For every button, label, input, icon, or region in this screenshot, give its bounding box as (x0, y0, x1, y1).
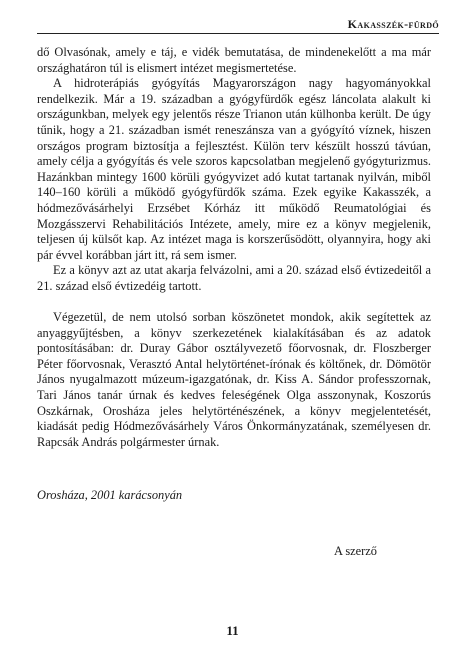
paragraph-book-purpose: Ez a könyv azt az utat akarja felvázolni, ami a 20. század első évtizedeitől a 21. század első évtizedéig tartott. (37, 263, 431, 293)
paragraph-continuation: dő Olvasónak, amely e táj, e vidék bemutatása, de mindenekelőtt a ma már országhatáron túl is elismert intézet megismertetése. (37, 45, 431, 75)
place-date-line: Orosháza, 2001 karácsonyán (37, 488, 183, 502)
header-rule (37, 33, 439, 34)
author-signature: A szerző (333, 544, 377, 558)
body-text (37, 45, 431, 450)
paragraph-hydrotherapy: A hidroterápiás gyógyítás Magyarországon nagy hagyományokkal rendelkezik. Már a 19. században a gyógyfürdők egész láncolata alakult ki országunkban, melyek egy jelentős része Trianon után külhonba került. De úgy tűnik, hogy a 21. században ismét reneszánsza van a gyógyító víznek, hiszen országos program biztosítja a fejlesztést. Külön terv készült hosszú távúan, amely célja a gyógyítás és vele szoros kapcsolatban megjelenő gyógyturizmus. Hazánkban mintegy 1600 körüli gyógyvizet adó kutat tartanak nyilván, miből 140–160 körüli a működő gyógyfürdők száma. Ezek egyike Kakasszék, a hódmezővásárhelyi Erzsébet Kórház itt működő Reumatológiai és Mozgásszervi Rehabilitációs Intézete, amely, mire ez a könyv megjelenik, teljesen új külsőt kap. Az intézet maga is korszerűsödött, olyannyira, hogy aki pár évvel korábban járt itt, rá sem ismer. (37, 76, 431, 262)
paragraph-acknowledgements: Végezetül, de nem utolsó sorban köszönetet mondok, akik segítettek az anyaggyűjtésben, a könyv szerkezetének kialakításában és az adatok pontosításában: dr. Duray Gábor osztályvezető főorvosnak, dr. Floszberger Péter főorvosnak, Verasztó Antal helytörténet-írónak és költőnek, dr. Dömötör János nyugalmazott múzeum-igazgatónak, dr. Kiss A. Sándor professzornak, Tari János tanár úrnak és kedves feleségének Olga asszonynak, Koszorús Oszkárnak, Orosháza jeles helytörténészének, a könyv megjelentetését, kiadását pedig Hódmezővásárhely Város Önkormányzatának, személyesen dr. Rapcsák András polgármester úrnak. (37, 310, 431, 449)
running-head-title: Kakasszék-fürdő (347, 17, 439, 31)
page-number: 11 (226, 623, 239, 638)
